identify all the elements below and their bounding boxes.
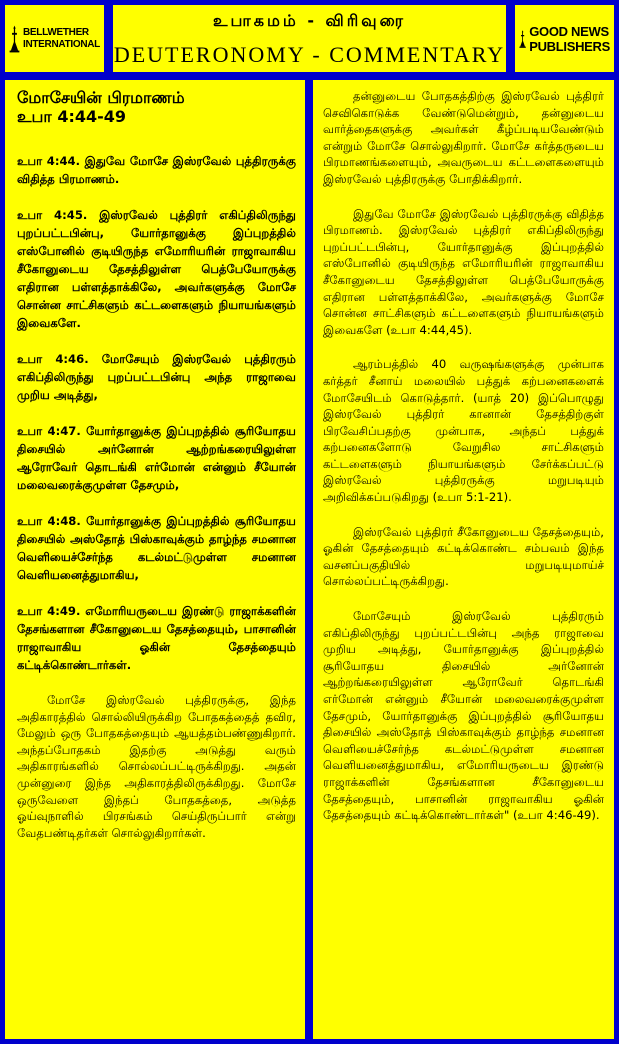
logo-right-line2: PUBLISHERS	[529, 38, 610, 54]
bellwether-logo	[3, 3, 106, 74]
verse-4-47: உபா 4:47. யோர்தானுக்கு இப்புறத்தில் சூரியோதய திசையில் அர்னோன் ஆற்றங்கரையிலுள்ள ஆரோவேர் தொடங்கி எர்மோன் என்னும் சீயோன் மலைவரைக்குமுள்ள தேசமும்,	[17, 424, 296, 492]
verse-4-45: உபா 4:45. இஸ்ரவேல் புத்திரர் எகிப்திலிருந்து புறப்பட்டபின்பு, யோர்தானுக்கு இப்புறத்தில் எஸ்போனில் குடியிருந்த எமோரியரின் ராஜாவாகிய சீகோனுடைய தேசத்திலுள்ள பெத்பேயோருக்கு எதிரான பள்ளத்தாக்கிலே, அவர்களுக்கு மோசே சொன்ன சாட்சிகளும் கட்டளைகளும் நியாயங்களும் இவைகளே.	[17, 208, 296, 330]
heading-title: மோசேயின் பிரமாணம்	[17, 88, 185, 107]
section-heading	[17, 88, 296, 126]
title-tamil: உபாகமம் - விரிவுரை	[213, 11, 406, 30]
right-column	[311, 78, 616, 1041]
commentary-paragraph: மோசேயும் இஸ்ரவேல் புத்திரரும் எகிப்திலிருந்து புறப்பட்டபின்பு அந்த ராஜாவை முறிய அடித்து, யோர்தானுக்கு இப்புறத்தில் சூரியோதய திசையில் அர்னோன் ஆற்றங்கரையிலுள்ள ஆரோவேர் தொடங்கி எர்மோன் என்னும் சீயோன் மலைவரைக்குமுள்ள தேசமும், யோர்தானுக்கு இப்புறத்தில் சூரியோதய திசையில் அஸ்தோத் பிஸ்காவுக்கும் தாழ்ந்த சமனான வெளியைச்சேர்ந்த கடல்மட்டுமுள்ள சமனான வெளியனைத்துமாகிய, எமோரியருடைய இரண்டு ராஜாக்களின் தேசங்களான சீகோனுடைய தேசத்தையும், பாசானின் ராஜாவாகிய ஓகின் தேசத்தையும் கட்டிக்கொண்டார்கள்" (உபா 4:46-49).	[323, 609, 604, 823]
commentary-paragraph: இஸ்ரவேல் புத்திரர் சீகோனுடைய தேசத்தையும், ஓகின் தேசத்தையும் கட்டிக்கொண்ட சம்பவம் இந்த வசனப்பகுதியில் மறுபடியுமாய்ச் சொல்லப்பட்டிருக்கிறது.	[323, 524, 604, 589]
heading-reference: உபா 4:44-49	[17, 107, 127, 126]
commentary-paragraph: ஆரம்பத்தில் 40 வருஷங்களுக்கு முன்பாக கர்த்தர் சீனாய் மலையில் பத்துக் கற்பனைகளைக் மோசேயிடம் கொடுத்தார். (யாத் 20) இப்பொழுது இஸ்ரவேல் புத்திரர் கானான் தேசத்திற்குள் பிரவேசிப்பதற்கு முன்பாக, அந்தப் பத்துக் கற்பனைகளோடு வேறுசில சாட்சிகளும் கட்டளைகளும் நியாயங்களும் சேர்க்கப்பட்டு இஸ்ரவேல் புத்திரருக்கு மறுபடியும் அறிவிக்கப்படுகிறது (உபா 5:1-21).	[323, 357, 604, 505]
logo-left-line2: INTERNATIONAL	[22, 38, 100, 50]
title-english: DEUTERONOMY - COMMENTARY	[113, 42, 506, 67]
verse-4-49: உபா 4:49. எமோரியருடைய இரண்டு ராஜாக்களின் தேசங்களான சீகோனுடைய தேசத்தையும், பாசானின் ராஜாவாகிய ஓகின் தேசத்தையும் கட்டிக்கொண்டார்கள்.	[17, 604, 296, 672]
verse-4-46: உபா 4:46. மோசேயும் இஸ்ரவேல் புத்திரரும் எகிப்திலிருந்து புறப்பட்டபின்பு அந்த ராஜாவை முறிய அடித்து,	[17, 352, 296, 402]
logo-right-line1: GOOD NEWS	[529, 23, 609, 39]
verse-4-48: உபா 4:48. யோர்தானுக்கு இப்புறத்தில் சூரியோதய திசையில் அஸ்தோத் பிஸ்காவுக்கும் தாழ்ந்த சமனான வெளியைச்சேர்ந்த கடல்மட்டுமுள்ள சமனான வெளியனைத்துமாகிய,	[17, 514, 296, 582]
commentary-paragraph: இதுவே மோசே இஸ்ரவேல் புத்திரருக்கு விதித்த பிரமாணம். இஸ்ரவேல் புத்திரர் எகிப்திலிருந்து புறப்பட்டபின்பு, யோர்தானுக்கு இப்புறத்தில் எஸ்போனில் குடியிருந்த எமோரியரின் ராஜாவாகிய சீகோனுடைய தேசத்திலுள்ள பெத்பேயோருக்கு எதிரான பள்ளத்தாக்கிலே, அவர்களுக்கு மோசே சொன்ன சாட்சிகளும் கட்டளைகளும் நியாயங்களும் இவைகளே (உபா 4:44,45).	[323, 206, 604, 337]
commentary-paragraph: தன்னுடைய போதகத்திற்கு இஸ்ரவேல் புத்திரர் செவிகொடுக்க வேண்டுமென்றும், தன்னுடைய வார்த்தைகளுக்கு அவர்கள் கீழ்ப்படியவேண்டும் என்றும் மோசே சொல்லுகிறார். மோசே கர்த்தருடைய பிரமாணங்களையும், அவருடைய கட்டளைகளையும் இஸ்ரவேல் புத்திரருக்கு போதிக்கிறார்.	[323, 89, 604, 186]
good-news-logo	[513, 3, 616, 74]
left-column	[3, 78, 307, 1041]
commentary-paragraph: மோசே இஸ்ரவேல் புத்திரருக்கு, இந்த அதிகாரத்தில் சொல்லியிருக்கிற போதகத்தைத் தவிர, மேலும் ஒரு போதகத்தையும் ஆயத்தம்பண்ணுகிறார். அந்தப்போதகம் இதற்கு அடுத்து வரும் அதிகாரங்களில் சொல்லப்பட்டிருக்கிறது. அதன் முன்னுரை இந்த அதிகாரத்திலிருக்கிறது. மோசே ஒருவேளை இந்தப் போதகத்தை, அடுத்த ஓய்வுநாளில் பிரசங்கம் செய்திருப்பார் என்று வேதபண்டிதர்கள் சொல்லுகிறார்கள்.	[17, 693, 296, 840]
verse-4-44: உபா 4:44. இதுவே மோசே இஸ்ரவேல் புத்திரருக்கு விதித்த பிரமாணம்.	[17, 154, 296, 186]
bellwether-logo-icon	[9, 16, 20, 62]
logo-left-line1: BELLWETHER	[22, 26, 89, 38]
page-title	[111, 3, 508, 74]
good-news-logo-icon	[519, 16, 526, 62]
